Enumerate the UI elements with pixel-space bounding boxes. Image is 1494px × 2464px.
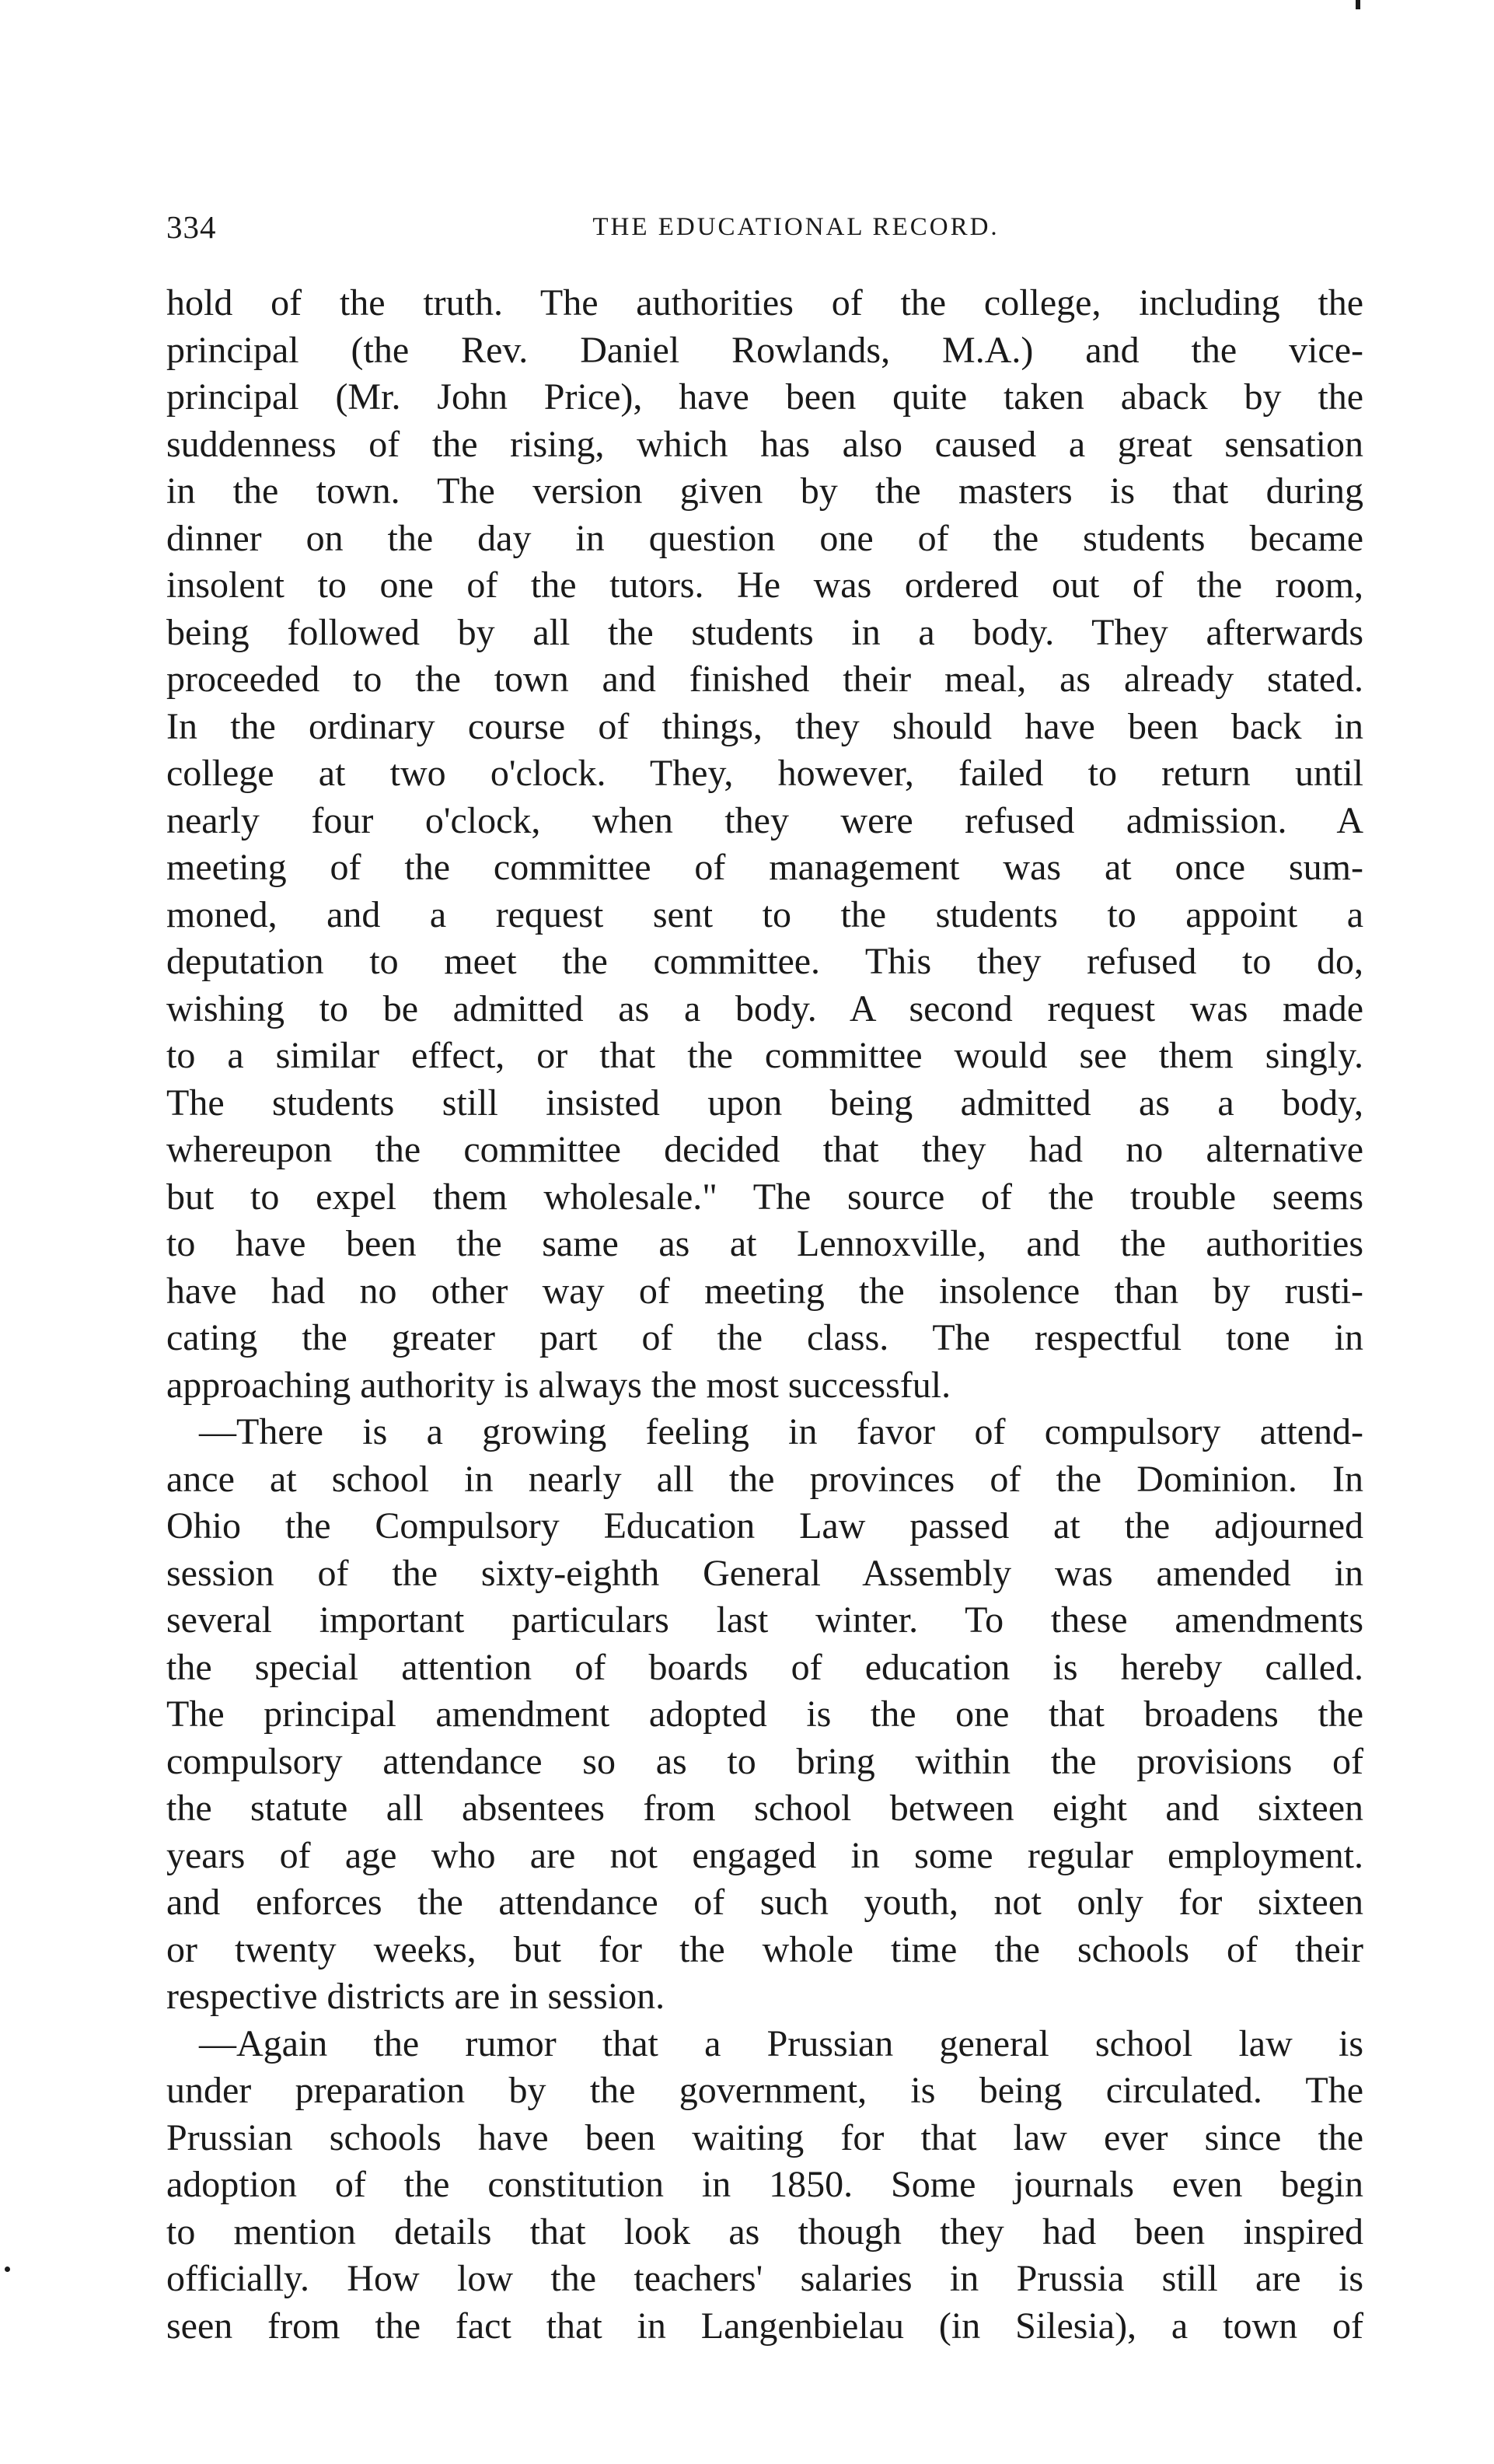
text-line: principal (Mr. John Price), have been quite taken aback by the xyxy=(166,376,1363,418)
body-text xyxy=(166,280,1363,2410)
page-header xyxy=(166,204,1363,250)
text-line: officially. How low the teachers' salaries in Prussia still are is xyxy=(166,2258,1363,2299)
text-line: —Again the rumor that a Prussian general school law is xyxy=(199,2022,1363,2064)
text-line: but to expel them wholesale." The source of the trouble seems xyxy=(166,1176,1363,1218)
text-line: or twenty weeks, but for the whole time the schools of their xyxy=(166,1928,1363,1970)
text-line: adoption of the constitution in 1850. Some journals even begin xyxy=(166,2164,1363,2205)
text-line: to mention details that look as though they had been inspired xyxy=(166,2211,1363,2253)
scan-mark xyxy=(1356,0,1360,9)
scan-speck xyxy=(5,2267,10,2272)
text-line: principal (the Rev. Daniel Rowlands, M.A.) and the vice- xyxy=(166,329,1363,371)
text-line: have had no other way of meeting the insolence than by rusti- xyxy=(166,1270,1363,1312)
text-line: approaching authority is always the most successful. xyxy=(166,1364,951,1406)
text-line: the special attention of boards of education is hereby called. xyxy=(166,1646,1363,1688)
text-line: years of age who are not engaged in some regular employment. xyxy=(166,1834,1363,1876)
text-line: Ohio the Compulsory Education Law passed at the adjourned xyxy=(166,1505,1363,1547)
text-line: suddenness of the rising, which has also caused a great sensation xyxy=(166,423,1363,465)
text-line: —There is a growing feeling in favor of compulsory attend- xyxy=(199,1411,1363,1452)
text-line: respective districts are in session. xyxy=(166,1976,665,2017)
text-line: wishing to be admitted as a body. A second request was made xyxy=(166,987,1363,1029)
text-line: the statute all absentees from school between eight and sixteen xyxy=(166,1788,1363,1829)
text-line: compulsory attendance so as to bring within the provisions of xyxy=(166,1740,1363,1782)
text-line: being followed by all the students in a body. They afterwards xyxy=(166,611,1363,653)
text-line: seen from the fact that in Langenbielau (in Silesia), a town of xyxy=(166,2305,1363,2347)
page-number: 334 xyxy=(166,209,217,245)
text-line: The students still insisted upon being admitted as a body, xyxy=(166,1082,1363,1124)
text-line: hold of the truth. The authorities of the college, including the xyxy=(166,282,1363,323)
text-line: in the town. The version given by the masters is that during xyxy=(166,470,1363,512)
text-line: dinner on the day in question one of the students became xyxy=(166,517,1363,559)
text-line: cating the greater part of the class. The respectful tone in xyxy=(166,1317,1363,1358)
text-line: to a similar effect, or that the committee would see them singly. xyxy=(166,1035,1363,1076)
text-line: meeting of the committee of management was at once sum- xyxy=(166,847,1363,888)
text-line: The principal amendment adopted is the one that broadens the xyxy=(166,1693,1363,1735)
text-line: moned, and a request sent to the students to appoint a xyxy=(166,893,1363,935)
text-line: ance at school in nearly all the provinces of the Dominion. In xyxy=(166,1458,1363,1500)
text-line: deputation to meet the committee. This they refused to do, xyxy=(166,941,1363,982)
text-line: several important particulars last winter. To these amendments xyxy=(166,1599,1363,1641)
text-line: In the ordinary course of things, they should have been back in xyxy=(166,705,1363,747)
text-line: Prussian schools have been waiting for that law ever since the xyxy=(166,2116,1363,2158)
text-line: to have been the same as at Lennoxville, and the authorities xyxy=(166,1223,1363,1264)
running-title: THE EDUCATIONAL RECORD. xyxy=(592,213,1000,241)
text-line: college at two o'clock. They, however, failed to return until xyxy=(166,753,1363,794)
text-line: whereupon the committee decided that they had no alternative xyxy=(166,1129,1363,1170)
text-line: proceeded to the town and finished their meal, as already stated. xyxy=(166,659,1363,700)
text-line: under preparation by the government, is being circulated. The xyxy=(166,2070,1363,2111)
text-line: session of the sixty-eighth General Assembly was amended in xyxy=(166,1552,1363,1594)
text-line: and enforces the attendance of such youth, not only for sixteen xyxy=(166,1882,1363,1923)
text-line: insolent to one of the tutors. He was ordered out of the room, xyxy=(166,564,1363,606)
text-line: nearly four o'clock, when they were refused admission. A xyxy=(166,799,1363,841)
